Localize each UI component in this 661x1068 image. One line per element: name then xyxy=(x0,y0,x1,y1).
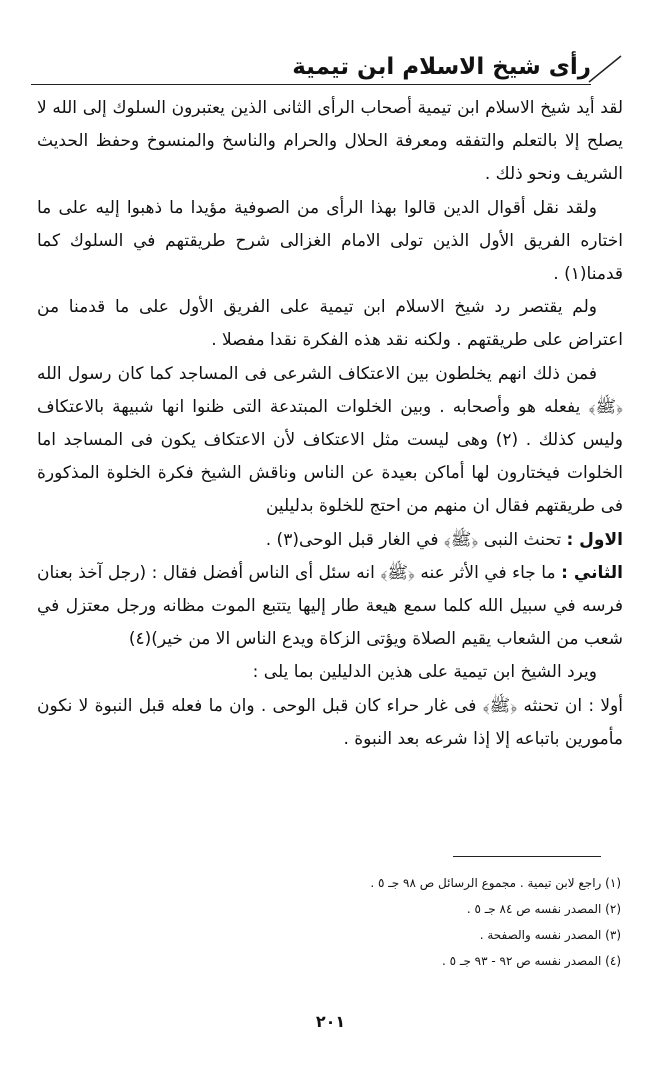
second-evidence xyxy=(37,557,623,657)
body-text xyxy=(37,92,623,756)
footnote: (٤) المصدر نفسه ص ٩٢ - ٩٣ جـ ٥ . xyxy=(442,954,621,968)
footnote-rule xyxy=(453,856,601,857)
footnote: (٣) المصدر نفسه والصفحة . xyxy=(479,928,621,942)
section-heading xyxy=(33,48,623,88)
first-evidence-label: الاول : xyxy=(566,529,623,550)
footnote: (٢) المصدر نفسه ص ٨٤ جـ ٥ . xyxy=(466,902,621,916)
paragraph: فمن ذلك انهم يخلطون بين الاعتكاف الشرعى فى المساجد كما كان رسول الله ﴿ﷺ﴾ يفعله هو وأصحابه . وبين الخلوات المبتدعة التى ظنوا انها شبيهة بالاعتكاف وليس كذلك . (٢) وهى ليست مثل الاعتكاف لأن الاعتكاف يكون فى المساجد اما الخلوات فيختارون لها أماكن بعيدة عن الناس وناقش الشيخ فكرة الخلوة المذكورة فى طريقتهم فقال ان منهم من احتج للخلوة بدليلين xyxy=(37,363,623,517)
heading-slash-ornament xyxy=(587,54,623,84)
heading-rule xyxy=(31,84,591,85)
paragraph: ولم يقتصر رد شيخ الاسلام ابن تيمية على الفريق الأول على ما قدمنا من اعتراض على طريقتهم . ولكنه نقد هذه الفكرة نقدا مفصلا . xyxy=(37,297,623,351)
paragraph: لقد أيد شيخ الاسلام ابن تيمية أصحاب الرأى الثانى الذين يعتبرون السلوك إلى الله لا يصلح إلا بالتعلم والتفقه ومعرفة الحلال والحرام والناسخ والمنسوخ وحفظ الحديث الشريف ونحو ذلك . xyxy=(37,98,623,185)
second-evidence-text: ما جاء في الأثر عنه ﴿ﷺ﴾ انه سئل أى الناس أفضل فقال : (رجل آخذ بعنان فرسه في سبيل الله كلما سمع هيعة طار إليها يتتبع الموت مظانه ورجل معتزل في شعب من الشعاب يقيم الصلاة ويؤتى الزكاة ويدع الناس الا من خير)(٤) xyxy=(37,562,623,650)
first-evidence xyxy=(37,524,623,557)
footnotes xyxy=(61,870,621,974)
paragraph: ولقد نقل أقوال الدين قالوا بهذا الرأى من الصوفية مؤيدا ما ذهبوا إليه على ما اختاره الفريق الأول الذين تولى الامام الغزالى شرح طريقتهم في السلوك كما قدمنا(١) . xyxy=(37,197,623,285)
second-evidence-label: الثاني : xyxy=(561,562,623,583)
reply-intro: ويرد الشيخ ابن تيمية على هذين الدليلين بما يلى : xyxy=(252,662,597,683)
first-evidence-text: تحنث النبى ﴿ﷺ﴾ في الغار قبل الوحى(٣) . xyxy=(265,529,567,550)
page-number: ٢٠١ xyxy=(315,1012,346,1031)
reply-first: أولا : ان تحنثه ﴿ﷺ﴾ فى غار حراء كان قبل الوحى . وان ما فعله قبل النبوة لا نكون مأمورين باتباعه إلا إذا شرعه بعد النبوة . xyxy=(37,695,623,749)
page-title: رأى شيخ الاسلام ابن تيمية xyxy=(292,54,591,80)
footnote: (١) راجع لابن تيمية . مجموع الرسائل ص ٩٨ جـ ٥ . xyxy=(370,876,621,890)
